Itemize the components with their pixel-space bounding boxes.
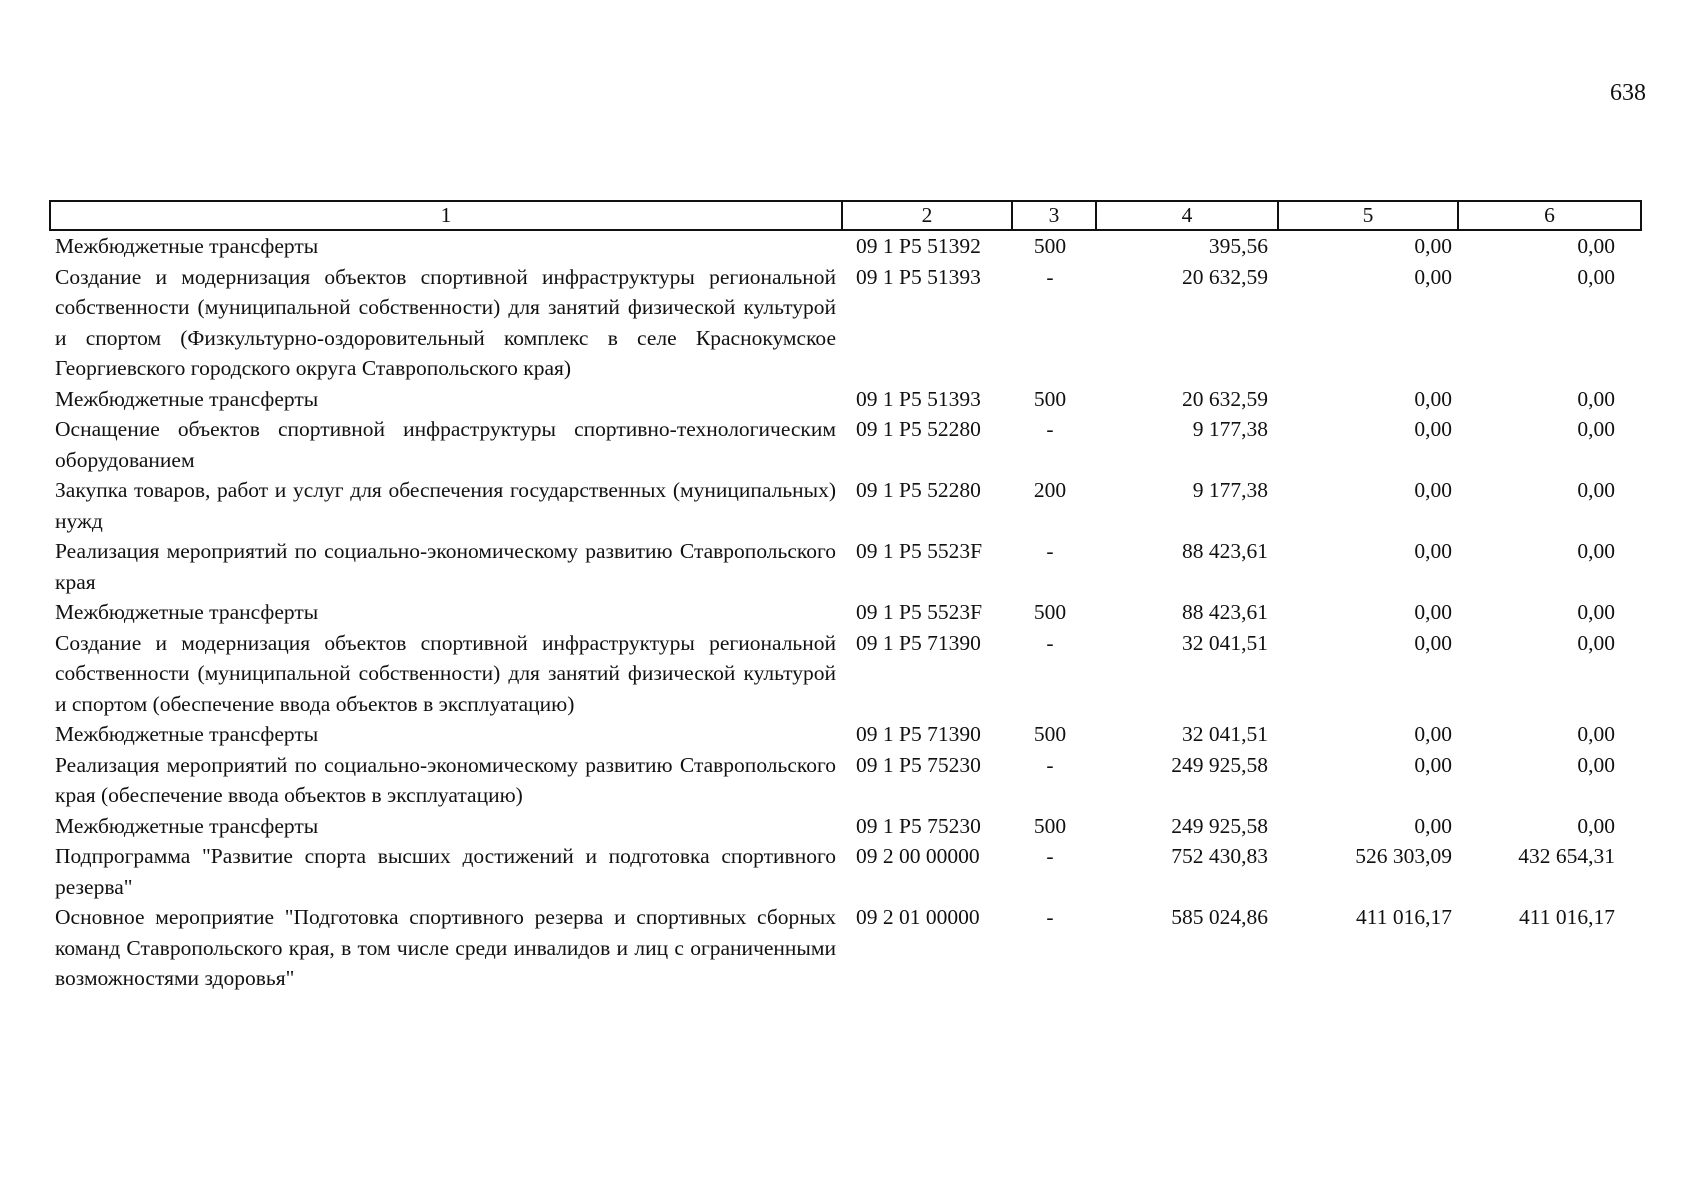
item-name: Межбюджетные трансферты	[55, 722, 319, 746]
amount-col-5: 0,00	[1414, 234, 1452, 258]
item-code: 09 1 P5 52280	[856, 417, 981, 441]
amount-col-5: 0,00	[1414, 722, 1452, 746]
header-row	[50, 201, 1641, 230]
amount-col-5: 526 303,09	[1355, 844, 1452, 868]
item-name: Межбюджетные трансферты	[55, 600, 319, 624]
amount-col-6: 0,00	[1577, 539, 1615, 563]
amount-col-6: 0,00	[1577, 600, 1615, 624]
amount-col-5: 0,00	[1414, 600, 1452, 624]
expense-type: 500	[1033, 234, 1067, 258]
item-code: 09 1 P5 51392	[856, 234, 981, 258]
amount-col-6: 0,00	[1577, 752, 1615, 777]
expense-type: 200	[1033, 478, 1067, 502]
table-row	[50, 536, 1641, 597]
expense-type: -	[1046, 752, 1054, 777]
amount-col-4: 585 024,86	[1171, 905, 1268, 929]
expense-type: -	[1046, 417, 1054, 441]
expense-type: -	[1046, 264, 1054, 289]
amount-col-4: 88 423,61	[1182, 539, 1268, 563]
amount-col-4: 88 423,61	[1182, 600, 1268, 624]
amount-col-4: 752 430,83	[1171, 844, 1268, 868]
amount-col-5: 411 016,17	[1356, 905, 1452, 929]
table-row	[50, 262, 1641, 384]
table-row	[50, 719, 1641, 750]
expense-type: -	[1046, 905, 1054, 929]
item-code: 09 1 P5 51393	[856, 386, 981, 411]
item-code: 09 1 P5 71390	[856, 722, 981, 746]
table-row	[50, 628, 1641, 720]
amount-col-6: 0,00	[1577, 417, 1615, 441]
amount-col-5: 0,00	[1414, 630, 1452, 655]
expense-type: 500	[1033, 722, 1067, 746]
item-name: Создание и модернизация объектов спортивной инфраструктуры региональной собственности (муниципальной собственности) для занятий физической культурой и спортом (обеспечение ввода объектов в эксплуатацию)	[55, 630, 836, 716]
amount-col-4: 32 041,51	[1182, 630, 1268, 655]
column-header-5: 5	[1278, 201, 1458, 230]
table-row	[50, 902, 1641, 994]
amount-col-6: 411 016,17	[1519, 905, 1615, 929]
amount-col-5: 0,00	[1414, 752, 1452, 777]
expense-type: -	[1046, 539, 1054, 563]
page-number: 638	[1610, 80, 1646, 106]
table-row	[50, 841, 1641, 902]
item-name: Реализация мероприятий по социально-экономическому развитию Ставропольского края (обеспечение ввода объектов в эксплуатацию)	[55, 752, 836, 807]
table-row	[50, 597, 1641, 628]
item-name: Межбюджетные трансферты	[55, 813, 319, 838]
amount-col-4: 9 177,38	[1192, 478, 1268, 502]
table-row	[50, 384, 1641, 415]
item-code: 09 1 P5 5523F	[856, 539, 983, 563]
amount-col-5: 0,00	[1414, 539, 1452, 563]
item-code: 09 1 P5 71390	[856, 630, 981, 655]
item-code: 09 1 P5 75230	[856, 752, 981, 777]
amount-col-4: 20 632,59	[1182, 386, 1268, 411]
item-name: Закупка товаров, работ и услуг для обеспечения государственных (муниципальных) нужд	[55, 478, 836, 533]
item-name: Создание и модернизация объектов спортивной инфраструктуры региональной собственности (муниципальной собственности) для занятий физической культурой и спортом (Физкультурно-оздоровительный комплекс в селе Краснокумское Георгиевского городского округа Ставропольского края)	[55, 264, 836, 380]
expense-type: 500	[1033, 386, 1067, 411]
column-header-4: 4	[1096, 201, 1278, 230]
amount-col-5: 0,00	[1414, 417, 1452, 441]
item-code: 09 1 P5 75230	[856, 813, 981, 838]
item-code: 09 2 00 00000	[856, 844, 980, 868]
item-code: 09 1 P5 52280	[856, 478, 981, 502]
table-row	[50, 414, 1641, 475]
amount-col-5: 0,00	[1414, 386, 1452, 411]
budget-table	[49, 200, 1642, 994]
table-row	[50, 811, 1641, 842]
item-name: Основное мероприятие "Подготовка спортивного резерва и спортивных сборных команд Ставропольского края, в том числе среди инвалидов и лиц с ограниченными возможностями здоровья"	[55, 905, 836, 990]
table-header	[50, 201, 1641, 230]
amount-col-4: 32 041,51	[1182, 722, 1268, 746]
amount-col-6: 0,00	[1577, 386, 1615, 411]
expense-type: -	[1046, 844, 1054, 868]
amount-col-5: 0,00	[1414, 264, 1452, 289]
item-code: 09 1 P5 5523F	[856, 600, 983, 624]
amount-col-4: 20 632,59	[1182, 264, 1268, 289]
amount-col-6: 0,00	[1577, 234, 1615, 258]
expense-type: 500	[1033, 813, 1067, 838]
amount-col-4: 249 925,58	[1171, 752, 1268, 777]
amount-col-5: 0,00	[1414, 813, 1452, 838]
amount-col-4: 249 925,58	[1171, 813, 1268, 838]
amount-col-6: 432 654,31	[1518, 844, 1615, 868]
amount-col-6: 0,00	[1577, 813, 1615, 838]
item-name: Реализация мероприятий по социально-экономическому развитию Ставропольского края	[55, 539, 836, 594]
item-name: Оснащение объектов спортивной инфраструктуры спортивно-технологическим оборудованием	[55, 417, 836, 472]
item-code: 09 1 P5 51393	[856, 264, 981, 289]
item-name: Межбюджетные трансферты	[55, 234, 319, 258]
item-name: Подпрограмма "Развитие спорта высших достижений и подготовка спортивного резерва"	[55, 844, 836, 899]
expense-type: 500	[1033, 600, 1067, 624]
item-name: Межбюджетные трансферты	[55, 386, 319, 411]
column-header-3: 3	[1012, 201, 1096, 230]
table-row	[50, 750, 1641, 811]
column-header-1: 1	[50, 201, 842, 230]
table-row	[50, 230, 1641, 262]
item-code: 09 2 01 00000	[856, 905, 980, 929]
table-row	[50, 475, 1641, 536]
amount-col-6: 0,00	[1577, 630, 1615, 655]
amount-col-6: 0,00	[1577, 478, 1615, 502]
amount-col-4: 395,56	[1208, 234, 1268, 258]
amount-col-6: 0,00	[1577, 722, 1615, 746]
table-body	[50, 230, 1641, 994]
amount-col-6: 0,00	[1577, 264, 1615, 289]
amount-col-4: 9 177,38	[1192, 417, 1268, 441]
column-header-2: 2	[842, 201, 1012, 230]
amount-col-5: 0,00	[1414, 478, 1452, 502]
column-header-6: 6	[1458, 201, 1641, 230]
expense-type: -	[1046, 630, 1054, 655]
